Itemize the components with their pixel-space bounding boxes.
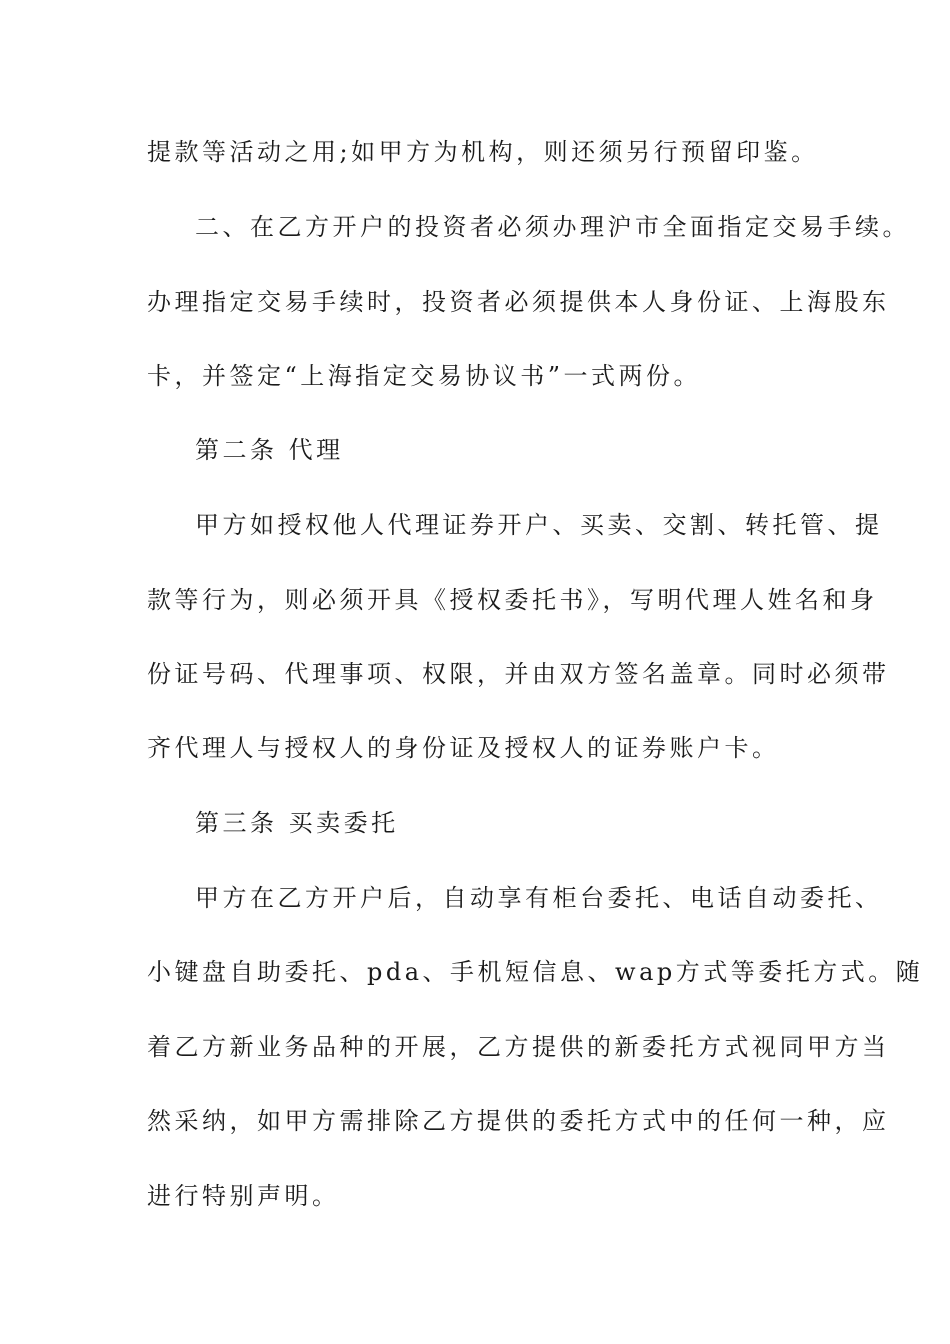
paragraph-line: 份证号码、代理事项、权限，并由双方签名盖章。同时必须带 xyxy=(147,660,890,688)
paragraph-line: 卡，并签定“上海指定交易协议书”一式两份。 xyxy=(147,362,702,390)
paragraph-line: 甲方如授权他人代理证券开户、买卖、交割、转托管、提 xyxy=(195,511,883,539)
paragraph-line: 着乙方新业务品种的开展，乙方提供的新委托方式视同甲方当 xyxy=(147,1033,890,1061)
paragraph-line: 办理指定交易手续时，投资者必须提供本人身份证、上海股东 xyxy=(147,288,890,316)
paragraph-line: 小键盘自助委托、pda、手机短信息、wap方式等委托方式。随 xyxy=(147,958,924,986)
paragraph-line: 齐代理人与授权人的身份证及授权人的证券账户卡。 xyxy=(147,734,780,762)
paragraph-line: 然采纳，如甲方需排除乙方提供的委托方式中的任何一种，应 xyxy=(147,1107,890,1135)
section-heading: 第二条 代理 xyxy=(195,436,344,464)
paragraph-line: 款等行为，则必须开具《授权委托书》，写明代理人姓名和身 xyxy=(147,586,878,614)
paragraph-line: 提款等活动之用;如甲方为机构，则还须另行预留印鉴。 xyxy=(147,138,819,166)
paragraph-line: 甲方在乙方开户后，自动享有柜台委托、电话自动委托、 xyxy=(195,884,883,912)
paragraph-line: 进行特别声明。 xyxy=(147,1182,340,1210)
section-heading: 第三条 买卖委托 xyxy=(195,809,399,837)
paragraph-line: 二、在乙方开户的投资者必须办理沪市全面指定交易手续。 xyxy=(195,213,910,241)
